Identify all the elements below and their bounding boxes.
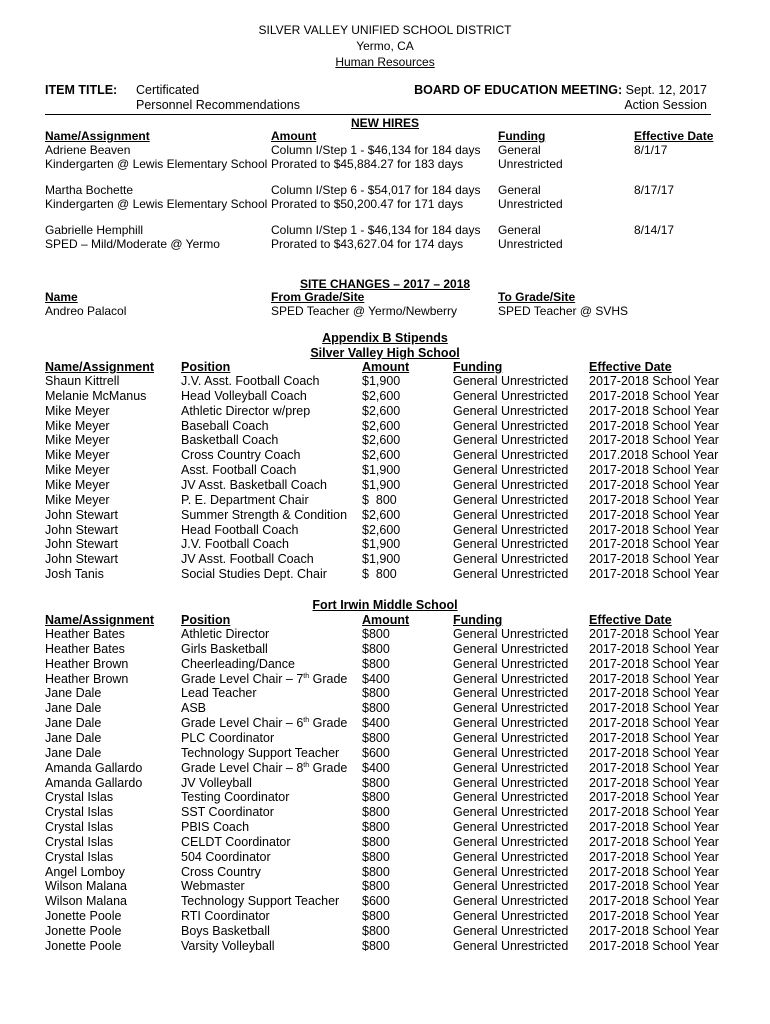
- stipend-position: Basketball Coach: [181, 433, 279, 448]
- stipend-amount: $1,900: [362, 552, 401, 567]
- new-hires-col-name: Name/Assignment: [45, 129, 150, 143]
- stipend-funding: General Unrestricted: [453, 701, 569, 716]
- svhs-table-row: [0, 433, 770, 448]
- stipend-name: Jonette Poole: [45, 938, 122, 953]
- site-changes-col-to: To Grade/Site: [498, 290, 576, 304]
- stipend-funding: General Unrestricted: [453, 924, 569, 938]
- stipend-position-ordinal: th: [303, 761, 310, 769]
- site-changes-col-name: Name: [45, 290, 78, 304]
- stipend-name: Crystal Islas: [45, 790, 114, 805]
- stipend-amount: $800: [362, 641, 390, 656]
- stipend-funding: General Unrestricted: [453, 627, 569, 641]
- fims-table-row: [0, 642, 770, 657]
- stipend-position: Asst. Football Coach: [181, 463, 297, 478]
- stipend-name: Mike Meyer: [45, 448, 110, 463]
- stipend-position: Technology Support Teacher: [181, 894, 340, 909]
- stipend-position: ASB: [181, 701, 207, 716]
- stipend-amount: $800: [362, 805, 390, 820]
- stipend-position: [181, 716, 347, 731]
- stipend-amount: $800: [362, 656, 390, 671]
- stipend-funding: General Unrestricted: [453, 775, 569, 790]
- new-hire-amount: Column I/Step 1 - $46,134 for 184 days: [271, 143, 481, 157]
- meeting-date: Sept. 12, 2017: [625, 83, 707, 97]
- stipend-position: Cross Country Coach: [181, 448, 301, 463]
- stipend-position: SST Coordinator: [181, 805, 274, 820]
- stipend-amount: $400: [362, 716, 390, 731]
- stipend-effective-date: 2017-2018 School Year: [589, 894, 719, 909]
- stipend-funding: General Unrestricted: [453, 552, 569, 567]
- stipend-effective-date: 2017-2018 School Year: [589, 805, 719, 820]
- stipend-position: Athletic Director w/prep: [181, 403, 311, 418]
- fims-table-row: [0, 879, 770, 894]
- stipend-position: Varsity Volleyball: [181, 938, 275, 953]
- stipend-position-ordinal: th: [303, 672, 310, 680]
- stipend-name: Jane Dale: [45, 730, 102, 745]
- new-hire-amount: Column I/Step 1 - $46,134 for 184 days: [271, 223, 481, 237]
- stipend-effective-date: 2017-2018 School Year: [589, 374, 719, 388]
- stipend-position-ordinal: th: [303, 716, 310, 724]
- stipend-name: Mike Meyer: [45, 492, 110, 507]
- stipend-amount: $600: [362, 745, 390, 760]
- stipend-position: Social Studies Dept. Chair: [181, 567, 327, 582]
- stipend-funding: General Unrestricted: [453, 790, 569, 805]
- stipend-effective-date: 2017-2018 School Year: [589, 701, 719, 716]
- new-hire-funding-type: Unrestricted: [498, 157, 563, 171]
- fims-school-title: Fort Irwin Middle School: [312, 598, 458, 612]
- stipend-effective-date: 2017-2018 School Year: [589, 834, 719, 849]
- new-hire-funding: General: [498, 223, 541, 237]
- fims-col-position: Position: [181, 613, 231, 627]
- svhs-table-row: [0, 448, 770, 463]
- fims-table-row: [0, 761, 770, 776]
- stipend-effective-date: 2017-2018 School Year: [589, 820, 719, 835]
- stipend-effective-date: 2017-2018 School Year: [589, 656, 719, 671]
- stipend-amount: $2,600: [362, 418, 401, 433]
- new-hire-assignment: Kindergarten @ Lewis Elementary School: [45, 157, 268, 171]
- stipend-funding: General Unrestricted: [453, 716, 569, 731]
- stipend-name: Crystal Islas: [45, 805, 114, 820]
- stipend-funding: General Unrestricted: [453, 567, 569, 582]
- new-hire-effective-date: 8/1/17: [634, 143, 668, 157]
- stipend-position: J.V. Asst. Football Coach: [181, 374, 320, 388]
- stipend-amount: $600: [362, 894, 390, 909]
- stipend-funding: General Unrestricted: [453, 820, 569, 835]
- stipend-effective-date: 2017-2018 School Year: [589, 418, 719, 433]
- stipend-amount: $ 800: [362, 492, 397, 507]
- stipend-name: Jonette Poole: [45, 909, 122, 924]
- fims-table-row: [0, 657, 770, 672]
- new-hire-proration: Prorated to $45,884.27 for 183 days: [271, 157, 464, 171]
- stipend-effective-date: 2017-2018 School Year: [589, 388, 719, 403]
- stipend-name: Mike Meyer: [45, 463, 110, 478]
- fims-table-row: [0, 939, 770, 954]
- stipend-effective-date: 2017-2018 School Year: [589, 537, 719, 552]
- fims-table-row: [0, 716, 770, 731]
- fims-table-row: [0, 686, 770, 701]
- fims-col-name: Name/Assignment: [45, 613, 155, 627]
- new-hires-title: NEW HIRES: [350, 116, 419, 130]
- new-hire-funding-type: Unrestricted: [498, 197, 563, 211]
- stipend-name: Heather Brown: [45, 656, 129, 671]
- stipend-name: Crystal Islas: [45, 820, 114, 835]
- fims-table-row: [0, 790, 770, 805]
- stipend-position: J.V. Football Coach: [181, 537, 289, 552]
- new-hire-funding: General: [498, 143, 541, 157]
- district-location: Yermo, CA: [356, 39, 414, 53]
- stipend-effective-date: 2017-2018 School Year: [589, 522, 719, 537]
- new-hires-col-funding: Funding: [498, 129, 546, 143]
- stipend-effective-date: 2017-2018 School Year: [589, 463, 719, 478]
- site-changes-title: SITE CHANGES – 2017 – 2018: [299, 277, 471, 291]
- stipend-position-tail: Grade: [309, 760, 348, 775]
- stipend-funding: General Unrestricted: [453, 805, 569, 820]
- site-change-to: SPED Teacher @ SVHS: [498, 304, 629, 318]
- stipend-position: Cross Country: [181, 864, 261, 879]
- meeting-info: [414, 83, 707, 97]
- stipend-amount: $800: [362, 701, 390, 716]
- stipend-name: Heather Brown: [45, 671, 129, 686]
- stipend-name: Jane Dale: [45, 701, 102, 716]
- stipend-funding: General Unrestricted: [453, 433, 569, 448]
- new-hire-name: Martha Bochette: [45, 183, 134, 197]
- stipend-funding: General Unrestricted: [453, 760, 569, 775]
- stipend-name: Heather Bates: [45, 627, 125, 641]
- stipend-position: Technology Support Teacher: [181, 745, 340, 760]
- stipend-position: RTI Coordinator: [181, 909, 270, 924]
- stipend-effective-date: 2017-2018 School Year: [589, 627, 719, 641]
- stipend-name: John Stewart: [45, 537, 118, 552]
- svhs-col-name: Name/Assignment: [45, 360, 155, 374]
- fims-table-row: [0, 731, 770, 746]
- stipend-amount: $2,600: [362, 388, 401, 403]
- stipend-name: Jane Dale: [45, 745, 102, 760]
- fims-col-funding: Funding: [453, 613, 503, 627]
- fims-table-row: [0, 776, 770, 791]
- stipend-effective-date: 2017-2018 School Year: [589, 403, 719, 418]
- stipend-funding: General Unrestricted: [453, 448, 569, 463]
- item-title-line2: Personnel Recommendations: [136, 98, 300, 112]
- stipend-name: Crystal Islas: [45, 834, 114, 849]
- stipend-name: John Stewart: [45, 522, 118, 537]
- stipend-effective-date: 2017-2018 School Year: [589, 507, 719, 522]
- stipend-position-text: Grade Level Chair – 6: [181, 716, 304, 731]
- stipend-amount: $800: [362, 864, 390, 879]
- stipend-effective-date: 2017-2018 School Year: [589, 686, 719, 701]
- stipend-effective-date: 2017-2018 School Year: [589, 775, 719, 790]
- stipend-effective-date: 2017-2018 School Year: [589, 938, 719, 953]
- stipend-amount: $800: [362, 686, 390, 701]
- stipend-amount: $800: [362, 909, 390, 924]
- stipend-name: Josh Tanis: [45, 567, 104, 582]
- stipend-funding: General Unrestricted: [453, 477, 569, 492]
- fims-col-amount: Amount: [362, 613, 410, 627]
- stipend-effective-date: 2017-2018 School Year: [589, 716, 719, 731]
- stipend-amount: $2,600: [362, 522, 401, 537]
- stipend-funding: General Unrestricted: [453, 894, 569, 909]
- stipend-funding: General Unrestricted: [453, 909, 569, 924]
- svhs-school-title: Silver Valley High School: [310, 346, 460, 360]
- item-title-line1: Certificated: [136, 83, 200, 97]
- stipend-amount: $1,900: [362, 463, 401, 478]
- stipend-name: Mike Meyer: [45, 433, 110, 448]
- new-hire-amount: Column I/Step 6 - $54,017 for 184 days: [271, 183, 481, 197]
- stipend-funding: General Unrestricted: [453, 507, 569, 522]
- fims-table-row: [0, 835, 770, 850]
- stipend-position: Head Football Coach: [181, 522, 299, 537]
- fims-table-row: [0, 627, 770, 642]
- stipend-effective-date: 2017-2018 School Year: [589, 849, 719, 864]
- stipend-name: Mike Meyer: [45, 418, 110, 433]
- stipend-effective-date: 2017-2018 School Year: [589, 924, 719, 938]
- svhs-table-row: [0, 523, 770, 538]
- fims-table-row: [0, 805, 770, 820]
- new-hire-funding-type: Unrestricted: [498, 237, 563, 251]
- new-hire-effective-date: 8/17/17: [634, 183, 675, 197]
- stipend-position-text: Grade Level Chair – 7: [181, 671, 304, 686]
- fims-table-row: [0, 894, 770, 909]
- stipend-position-text: Grade Level Chair – 8: [181, 760, 304, 775]
- stipend-position: Cheerleading/Dance: [181, 656, 295, 671]
- stipend-effective-date: 2017-2018 School Year: [589, 641, 719, 656]
- stipend-funding: General Unrestricted: [453, 849, 569, 864]
- stipend-position-tail: Grade: [309, 671, 348, 686]
- stipend-name: Jane Dale: [45, 716, 102, 731]
- stipend-name: Crystal Islas: [45, 849, 114, 864]
- stipend-funding: General Unrestricted: [453, 403, 569, 418]
- stipend-amount: $2,600: [362, 403, 401, 418]
- stipend-funding: General Unrestricted: [453, 537, 569, 552]
- svhs-col-amount: Amount: [362, 360, 410, 374]
- stipend-position: P. E. Department Chair: [181, 492, 309, 507]
- stipend-effective-date: 2017-2018 School Year: [589, 760, 719, 775]
- site-change-name: Andreo Palacol: [45, 304, 127, 318]
- stipend-effective-date: 2017-2018 School Year: [589, 477, 719, 492]
- stipend-position: Head Volleyball Coach: [181, 388, 307, 403]
- stipend-effective-date: 2017-2018 School Year: [589, 567, 719, 582]
- svhs-table-row: [0, 567, 770, 582]
- stipend-funding: General Unrestricted: [453, 864, 569, 879]
- stipend-position: Summer Strength & Condition: [181, 507, 348, 522]
- stipend-name: Wilson Malana: [45, 879, 127, 894]
- stipend-position: Webmaster: [181, 879, 245, 894]
- stipend-position: [181, 761, 347, 776]
- item-title-label: ITEM TITLE:: [45, 83, 118, 97]
- stipend-amount: $1,900: [362, 477, 401, 492]
- stipend-funding: General Unrestricted: [453, 656, 569, 671]
- fims-table-row: [0, 746, 770, 761]
- new-hire-proration: Prorated to $50,200.47 for 171 days: [271, 197, 464, 211]
- new-hire-assignment: Kindergarten @ Lewis Elementary School: [45, 197, 268, 211]
- stipend-effective-date: 2017.2018 School Year: [589, 448, 719, 463]
- session-type: Action Session: [624, 98, 707, 112]
- stipend-effective-date: 2017-2018 School Year: [589, 433, 719, 448]
- svhs-table-row: [0, 419, 770, 434]
- stipend-name: Angel Lomboy: [45, 864, 125, 879]
- stipend-funding: General Unrestricted: [453, 730, 569, 745]
- stipend-amount: $800: [362, 879, 390, 894]
- fims-table-row: [0, 820, 770, 835]
- stipend-funding: General Unrestricted: [453, 879, 569, 894]
- stipend-effective-date: 2017-2018 School Year: [589, 790, 719, 805]
- svhs-table-row: [0, 508, 770, 523]
- stipend-name: Jonette Poole: [45, 924, 122, 938]
- svhs-table-row: [0, 552, 770, 567]
- stipend-amount: $ 800: [362, 567, 397, 582]
- stipend-position: Boys Basketball: [181, 924, 270, 938]
- stipend-effective-date: 2017-2018 School Year: [589, 671, 719, 686]
- fims-col-effective: Effective Date: [589, 613, 672, 627]
- new-hire-assignment: SPED – Mild/Moderate @ Yermo: [45, 237, 220, 251]
- stipend-amount: $2,600: [362, 448, 401, 463]
- stipend-name: Melanie McManus: [45, 388, 147, 403]
- stipend-funding: General Unrestricted: [453, 834, 569, 849]
- stipend-amount: $800: [362, 938, 390, 953]
- fims-table-row: [0, 672, 770, 687]
- stipend-name: Heather Bates: [45, 641, 125, 656]
- stipend-position: JV Asst. Basketball Coach: [181, 477, 327, 492]
- site-changes-col-from: From Grade/Site: [271, 290, 365, 304]
- stipend-amount: $800: [362, 849, 390, 864]
- stipend-name: Mike Meyer: [45, 403, 110, 418]
- stipend-amount: $800: [362, 775, 390, 790]
- stipend-name: Amanda Gallardo: [45, 760, 143, 775]
- section-divider: [45, 114, 711, 115]
- stipend-effective-date: 2017-2018 School Year: [589, 879, 719, 894]
- stipend-effective-date: 2017-2018 School Year: [589, 864, 719, 879]
- fims-table-row: [0, 909, 770, 924]
- stipend-position: JV Volleyball: [181, 775, 252, 790]
- new-hire-effective-date: 8/14/17: [634, 223, 675, 237]
- fims-table-row: [0, 701, 770, 716]
- stipend-position-tail: Grade: [309, 716, 348, 731]
- stipend-name: Shaun Kittrell: [45, 374, 120, 388]
- svhs-table-row: [0, 374, 770, 389]
- stipend-effective-date: 2017-2018 School Year: [589, 730, 719, 745]
- stipend-amount: $1,900: [362, 374, 401, 388]
- stipend-funding: General Unrestricted: [453, 522, 569, 537]
- stipend-effective-date: 2017-2018 School Year: [589, 745, 719, 760]
- stipend-amount: $2,600: [362, 507, 401, 522]
- stipend-position: Baseball Coach: [181, 418, 269, 433]
- stipend-position: JV Asst. Football Coach: [181, 552, 314, 567]
- stipend-name: John Stewart: [45, 507, 118, 522]
- stipend-amount: $400: [362, 760, 390, 775]
- stipend-position: 504 Coordinator: [181, 849, 271, 864]
- svhs-col-funding: Funding: [453, 360, 503, 374]
- svhs-table-row: [0, 478, 770, 493]
- stipend-funding: General Unrestricted: [453, 463, 569, 478]
- stipend-amount: $800: [362, 790, 390, 805]
- stipend-name: Amanda Gallardo: [45, 775, 143, 790]
- stipend-amount: $2,600: [362, 433, 401, 448]
- stipend-funding: General Unrestricted: [453, 938, 569, 953]
- district-name: SILVER VALLEY UNIFIED SCHOOL DISTRICT: [258, 23, 512, 37]
- fims-table-row: [0, 924, 770, 939]
- stipend-amount: $800: [362, 834, 390, 849]
- svhs-col-position: Position: [181, 360, 231, 374]
- stipend-amount: $400: [362, 671, 390, 686]
- department-name: Human Resources: [335, 55, 435, 69]
- new-hire-name: Gabrielle Hemphill: [45, 223, 144, 237]
- stipend-funding: General Unrestricted: [453, 686, 569, 701]
- new-hire-name: Adriene Beaven: [45, 143, 131, 157]
- stipend-position: CELDT Coordinator: [181, 834, 291, 849]
- stipend-amount: $800: [362, 924, 390, 938]
- stipend-position: Lead Teacher: [181, 686, 257, 701]
- meeting-label: BOARD OF EDUCATION MEETING:: [414, 83, 623, 97]
- stipend-funding: General Unrestricted: [453, 671, 569, 686]
- stipend-effective-date: 2017-2018 School Year: [589, 492, 719, 507]
- new-hire-proration: Prorated to $43,627.04 for 174 days: [271, 237, 464, 251]
- stipend-funding: General Unrestricted: [453, 388, 569, 403]
- stipend-funding: General Unrestricted: [453, 492, 569, 507]
- fims-table-row: [0, 865, 770, 880]
- stipend-amount: $1,900: [362, 537, 401, 552]
- new-hire-funding: General: [498, 183, 541, 197]
- stipend-amount: $800: [362, 730, 390, 745]
- new-hires-col-amount: Amount: [271, 129, 317, 143]
- stipend-position: PBIS Coach: [181, 820, 250, 835]
- svhs-table-row: [0, 493, 770, 508]
- stipend-amount: $800: [362, 820, 390, 835]
- fims-table-row: [0, 850, 770, 865]
- stipend-position: PLC Coordinator: [181, 730, 275, 745]
- site-change-from: SPED Teacher @ Yermo/Newberry: [271, 304, 458, 318]
- svhs-table-row: [0, 389, 770, 404]
- stipend-funding: General Unrestricted: [453, 641, 569, 656]
- stipend-amount: $800: [362, 627, 390, 641]
- svhs-table-row: [0, 537, 770, 552]
- stipend-position: Athletic Director: [181, 627, 270, 641]
- stipend-funding: General Unrestricted: [453, 745, 569, 760]
- stipend-effective-date: 2017-2018 School Year: [589, 909, 719, 924]
- stipend-name: Jane Dale: [45, 686, 102, 701]
- stipend-funding: General Unrestricted: [453, 418, 569, 433]
- svhs-table-row: [0, 463, 770, 478]
- stipend-position: [181, 672, 347, 687]
- stipend-name: Wilson Malana: [45, 894, 127, 909]
- stipend-position: Testing Coordinator: [181, 790, 290, 805]
- stipend-name: John Stewart: [45, 552, 118, 567]
- stipend-funding: General Unrestricted: [453, 374, 569, 388]
- svhs-col-effective: Effective Date: [589, 360, 672, 374]
- stipend-effective-date: 2017-2018 School Year: [589, 552, 719, 567]
- stipend-position: Girls Basketball: [181, 641, 268, 656]
- svhs-table-row: [0, 404, 770, 419]
- new-hires-col-effective: Effective Date: [634, 129, 714, 143]
- stipend-name: Mike Meyer: [45, 477, 110, 492]
- appendix-title: Appendix B Stipends: [322, 331, 448, 345]
